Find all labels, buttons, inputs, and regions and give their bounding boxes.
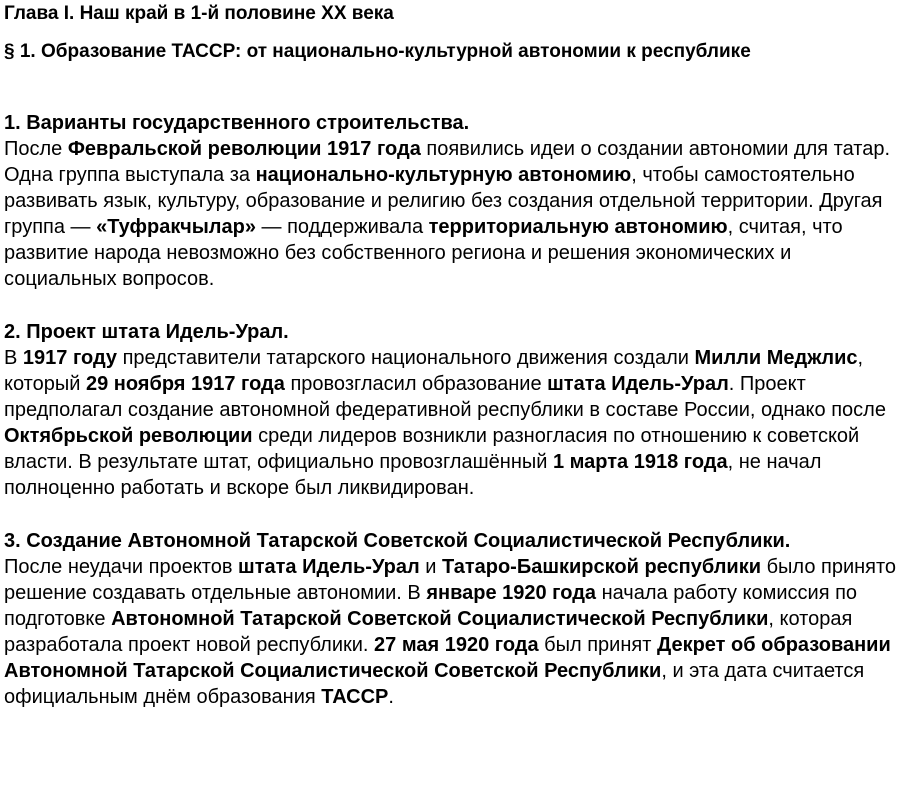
emphasis-text: 27 мая 1920 года [374,634,539,656]
text-run: , и эта дата считается официальным днём образования [4,660,865,708]
emphasis-text: ТАССР [321,686,389,708]
text-run: , которая разработала проект новой республики. [4,608,853,656]
emphasis-text: Автономной Татарской Советской Социалистической Республики [111,608,769,630]
chapter-title: Глава I. Наш край в 1-й половине XX века [4,3,394,24]
emphasis-text: Декрет об образовании Автономной Татарской Социалистической Советской Республики [4,634,891,682]
section-block-3 [4,528,900,710]
text-run: После неудачи проектов [4,556,239,578]
emphasis-text: территориальную автономию [428,216,728,238]
text-run: , считая, что развитие народа невозможно без собственного региона и решения экономических и социальных вопросов. [4,216,843,290]
text-run: было принято решение создавать отдельные автономии. В [4,556,897,604]
text-run: , чтобы самостоятельно развивать язык, культуру, образование и религию без создания отдельной территории. Другая группа — [4,164,883,238]
emphasis-text: январе 1920 года [426,582,597,604]
text-run: провозгласил образование [284,373,548,395]
block-paragraph [4,136,900,292]
text-run: В [4,347,23,369]
text-run: был принят [538,634,657,656]
block-paragraph [4,345,900,501]
text-run: и [419,556,442,578]
section-title: § 1. Образование ТАССР: от национально-культурной автономии к республике [4,41,751,62]
text-run: среди лидеров возникли разногласия по отношению к советской власти. В результате штат, официально провозглашённый [4,425,860,473]
text-run: появились идеи о создании автономии для татар. Одна группа выступала за [4,138,891,186]
block-heading: 2. Проект штата Идель-Урал. [4,321,289,343]
emphasis-text: 1917 году [22,347,118,369]
block-heading: 3. Создание Автономной Татарской Советской Социалистической Республики. [4,530,791,552]
text-run: начала работу комиссия по подготовке [4,582,858,630]
block-heading: 1. Варианты государственного строительства. [4,112,470,134]
emphasis-text: штата Идель-Урал [547,373,729,395]
text-run: — поддерживала [255,216,429,238]
emphasis-text: Милли Меджлис [694,347,858,369]
text-run: представители татарского национального движения создали [117,347,695,369]
emphasis-text: 1 марта 1918 года [552,451,728,473]
text-run: После [4,138,68,160]
emphasis-text: 29 ноября 1917 года [85,373,285,395]
text-run: . Проект предполагал создание автономной федеративной республики в составе России, однако после [4,373,886,421]
emphasis-text: Февральской революции 1917 года [67,138,421,160]
text-run: . [388,686,394,708]
emphasis-text: национально-культурную автономию [255,164,632,186]
emphasis-text: «Туфракчылар» [96,216,256,238]
section-block-1 [4,110,900,292]
text-run: , не начал полноценно работать и вскоре был ликвидирован. [4,451,822,499]
emphasis-text: Октябрьской революции [4,425,253,447]
section-block-2 [4,319,900,501]
emphasis-text: Татаро-Башкирской республики [441,556,762,578]
text-run: , который [4,347,864,395]
emphasis-text: штата Идель-Урал [238,556,420,578]
block-paragraph [4,554,900,710]
